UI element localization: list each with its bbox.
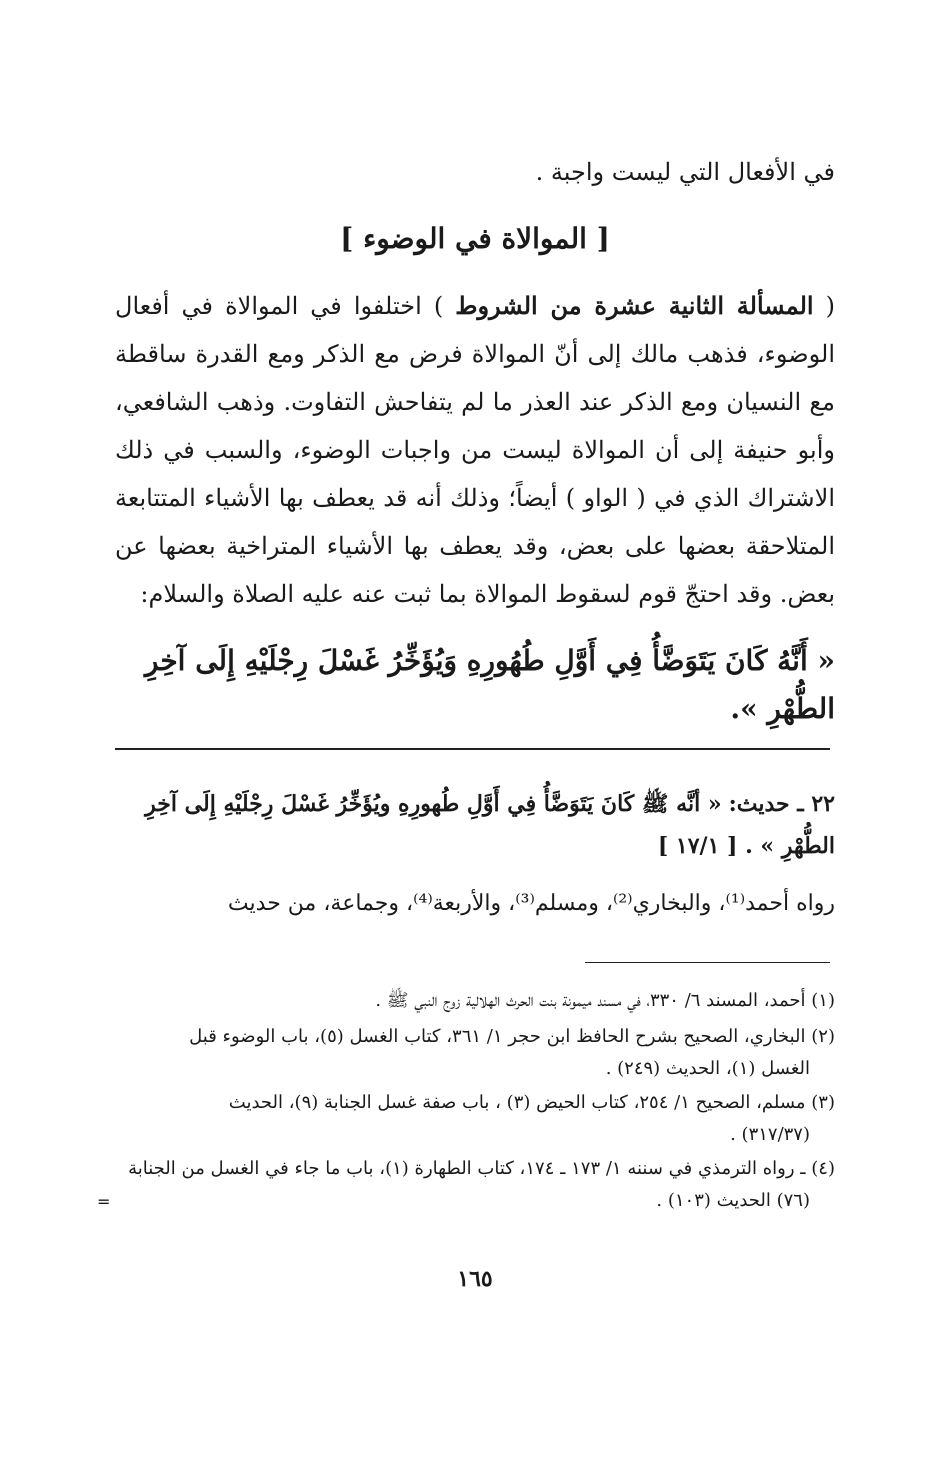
main-separator-rule	[115, 748, 830, 750]
hadith-note-text-1: « أنَّه ﷺ كَانَ يَتَوَضَّأُ فِي أَوَّلِ طُهورِهِ ويُؤَخِّرُ غَسْلَ رِجْلَيْهِ إِلَى آخِرِ	[145, 791, 722, 817]
paragraph-lead-open: (	[813, 292, 836, 320]
paragraph-lead-bold: المسألة الثانية عشرة من الشروط	[455, 291, 814, 320]
paragraph-body: اختلفوا في الموالاة في أفعال الوضوء، فذهب مالك إلى أنّ الموالاة فرض مع الذكر ومع القدرة ساقطة مع النسيان ومع الذكر عند العذر ما لم يتفاحش التفاوت. وذهب الشافعي، وأبو حنيفة إلى أن الموالاة ليست من واجبات الوضوء، والسبب في ذلك الاشتراك الذي في ( الواو ) أيضاً؛ وذلك أنه قد يعطف بها الأشياء المتتابعة المتلاحقة بعضها على بعض، وقد يعطف بها الأشياء المتراخية بعضها عن بعض. وقد احتجّ قوم لسقوط الموالاة بما ثبت عنه عليه الصلاة والسلام:	[115, 292, 836, 608]
narration-line: رواه أحمد⁽¹⁾، والبخاري⁽²⁾، ومسلم⁽³⁾، والأربعة⁽⁴⁾، وجماعة، من حديث	[227, 891, 835, 916]
hadith-quote-line-1: « أَنَّهُ كَانَ يَتَوَضَّأُ فِي أَوَّلِ طُهُورِهِ وَيُؤَخِّرُ غَسْلَ رِجْلَيْهِ إِلَى آخِرِ	[144, 644, 835, 677]
footnote-4-line-2: (٧٦) الحديث (١٠٣) .	[656, 1190, 810, 1211]
continuation-mark: =	[97, 1192, 111, 1211]
hadith-quote-line-2	[730, 682, 835, 736]
footnote-4-id: (٤)	[811, 1158, 835, 1179]
footnote-3-text-1: مسلم، الصحيح ١/ ٢٥٤، كتاب الحيض (٣) ، باب صفة غسل الجنابة (٩)، الحديث	[228, 1092, 806, 1113]
paragraph-text	[115, 282, 835, 618]
footnote-separator-rule	[585, 962, 830, 963]
footnote-4-line-1	[128, 1154, 835, 1184]
footnote-3-line-1	[229, 1088, 835, 1118]
footnote-2-text-1: البخاري، الصحيح بشرح الحافظ ابن حجر ١/ ٣٦١، كتاب الغسل (٥)، باب الوضوء قبل	[189, 1026, 806, 1047]
main-paragraph	[115, 282, 835, 618]
footnote-1-id: (١)	[811, 990, 835, 1011]
hadith-note-text-2: الطُّهْرِ » . [ ١٧/١ ]	[657, 833, 835, 859]
page-number: ١٦٥	[457, 1266, 493, 1292]
hadith-note-number: ٢٢ ـ حديث:	[728, 791, 835, 817]
hadith-note-line-2	[658, 826, 835, 867]
hadith-quote-line-2-text: الطُّهْرِ ».	[730, 692, 835, 725]
footnote-2-id: (٢)	[811, 1026, 835, 1047]
paragraph-lead-close: )	[433, 292, 456, 320]
opening-line: في الأفعال التي ليست واجبة .	[535, 158, 835, 186]
footnote-1	[375, 986, 835, 1016]
hadith-note-line-1	[145, 784, 835, 825]
section-heading: [ الموالاة في الوضوء ]	[340, 222, 610, 255]
footnote-4-text-1: ـ رواه الترمذي في سننه ١/ ١٧٣ ـ ١٧٤، كتاب الطهارة (١)، باب ما جاء في الغسل من الجنابة	[128, 1158, 806, 1179]
footnote-2-line-2: الغسل (١)، الحديث (٢٤٩) .	[605, 1058, 810, 1079]
footnote-3-line-2: (٣١٧/٣٧) .	[730, 1124, 810, 1145]
footnote-3-id: (٣)	[811, 1092, 835, 1113]
footnote-2-line-1	[189, 1022, 835, 1052]
footnote-1-text: أحمد، المسند ٦/ ٣٣٠، في مسند ميمونة بنت الحرث الهلالية زوج النبي ﷺ .	[375, 990, 806, 1011]
